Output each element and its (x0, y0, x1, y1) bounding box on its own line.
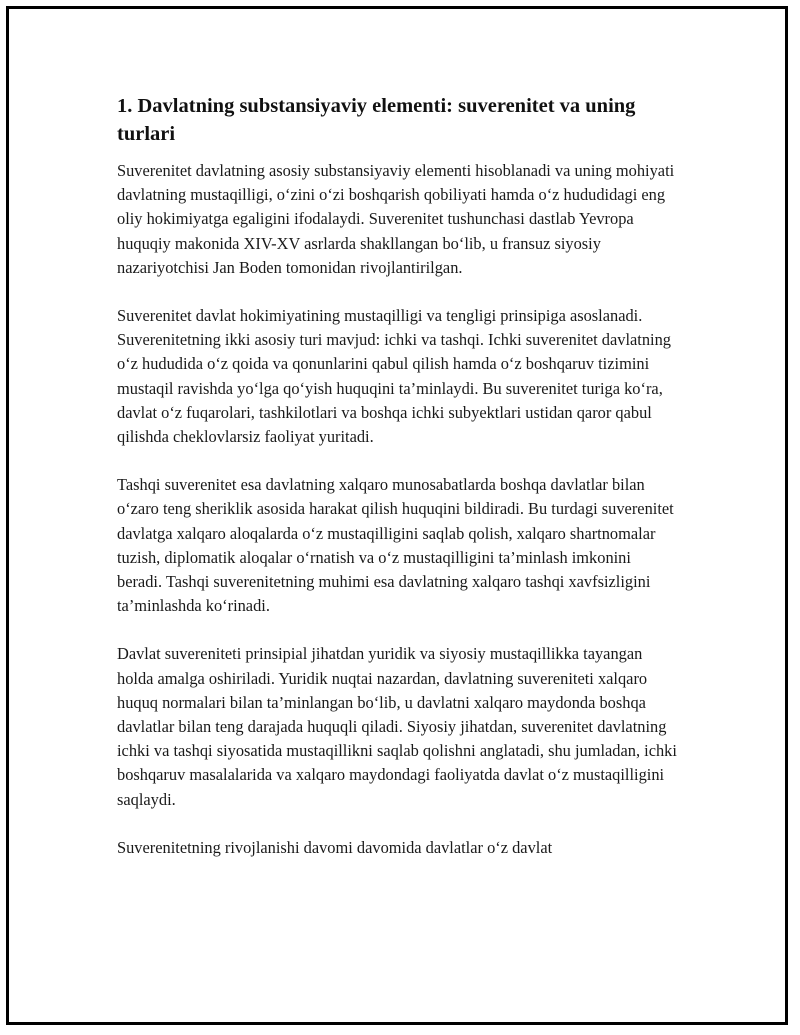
paragraph-2: Suverenitet davlat hokimiyatining mustaqilligi va tengligi prinsipiga asoslanadi. Suverenitetning ikki asosiy turi mavjud: ichki va tashqi. Ichki suverenitet davlatning o‘z hududida o‘z qoida va qonunlarini qabul qilish hamda o‘z boshqaruv tizimini mustaqil ravishda yo‘lga qo‘yish huquqini ta’minlaydi. Bu suverenitet turiga ko‘ra, davlat o‘z fuqarolari, tashkilotlari va boshqa ichki subyektlari ustidan qaror qabul qilishda cheklovlarsiz faoliyat yuritadi. (117, 306, 671, 447)
paragraph-5: Suverenitetning rivojlanishi davomi davomida davlatlar o‘z davlat (117, 837, 553, 857)
document-body (117, 92, 677, 884)
paragraph-3: Tashqi suverenitet esa davlatning xalqaro munosabatlarda boshqa davlatlar bilan o‘zaro teng sheriklik asosida harakat qilish huquqini bildiradi. Bu turdagi suverenitet davlatga xalqaro aloqalarda o‘z mustaqilligini saqlab qolish, xalqaro shartnomalar tuzish, diplomatik aloqalar o‘rnatish va o‘z mustaqilligini ta’minlash imkonini beradi. Tashqi suverenitetning muhimi esa davlatning xalqaro tashqi xavfsizligini ta’minlashda ko‘rinadi. (117, 475, 674, 616)
section-title: 1. Davlatning substansiyaviy elementi: suverenitet va uning turlari (117, 95, 636, 145)
paragraph-4: Davlat suvereniteti prinsipial jihatdan yuridik va siyosiy mustaqillikka tayangan holda amalga oshiriladi. Yuridik nuqtai nazardan, davlatning suvereniteti xalqaro huquq normalari bilan ta’minlangan bo‘lib, u davlatni xalqaro maydonda boshqa davlatlar bilan teng darajada huquqli qiladi. Siyosiy jihatdan, suverenitet davlatning ichki va tashqi siyosatida mustaqillikni saqlab qolishni anglatadi, shu jumladan, ichki boshqaruv masalalarida va xalqaro maydondagi faoliyatda davlat o‘z mustaqilligini saqlaydi. (117, 644, 677, 809)
paragraph-1: Suverenitet davlatning asosiy substansiyaviy elementi hisoblanadi va uning mohiyati davlatning mustaqilligi, o‘zini o‘zi boshqarish qobiliyati hamda o‘z hududidagi eng oliy hokimiyatga egaligini ifodalaydi. Suverenitet tushunchasi dastlab Yevropa huquqiy makonida XIV-XV asrlarda shakllangan bo‘lib, u fransuz siyosiy nazariyotchisi Jan Boden tomonidan rivojlantirilgan. (117, 161, 675, 277)
